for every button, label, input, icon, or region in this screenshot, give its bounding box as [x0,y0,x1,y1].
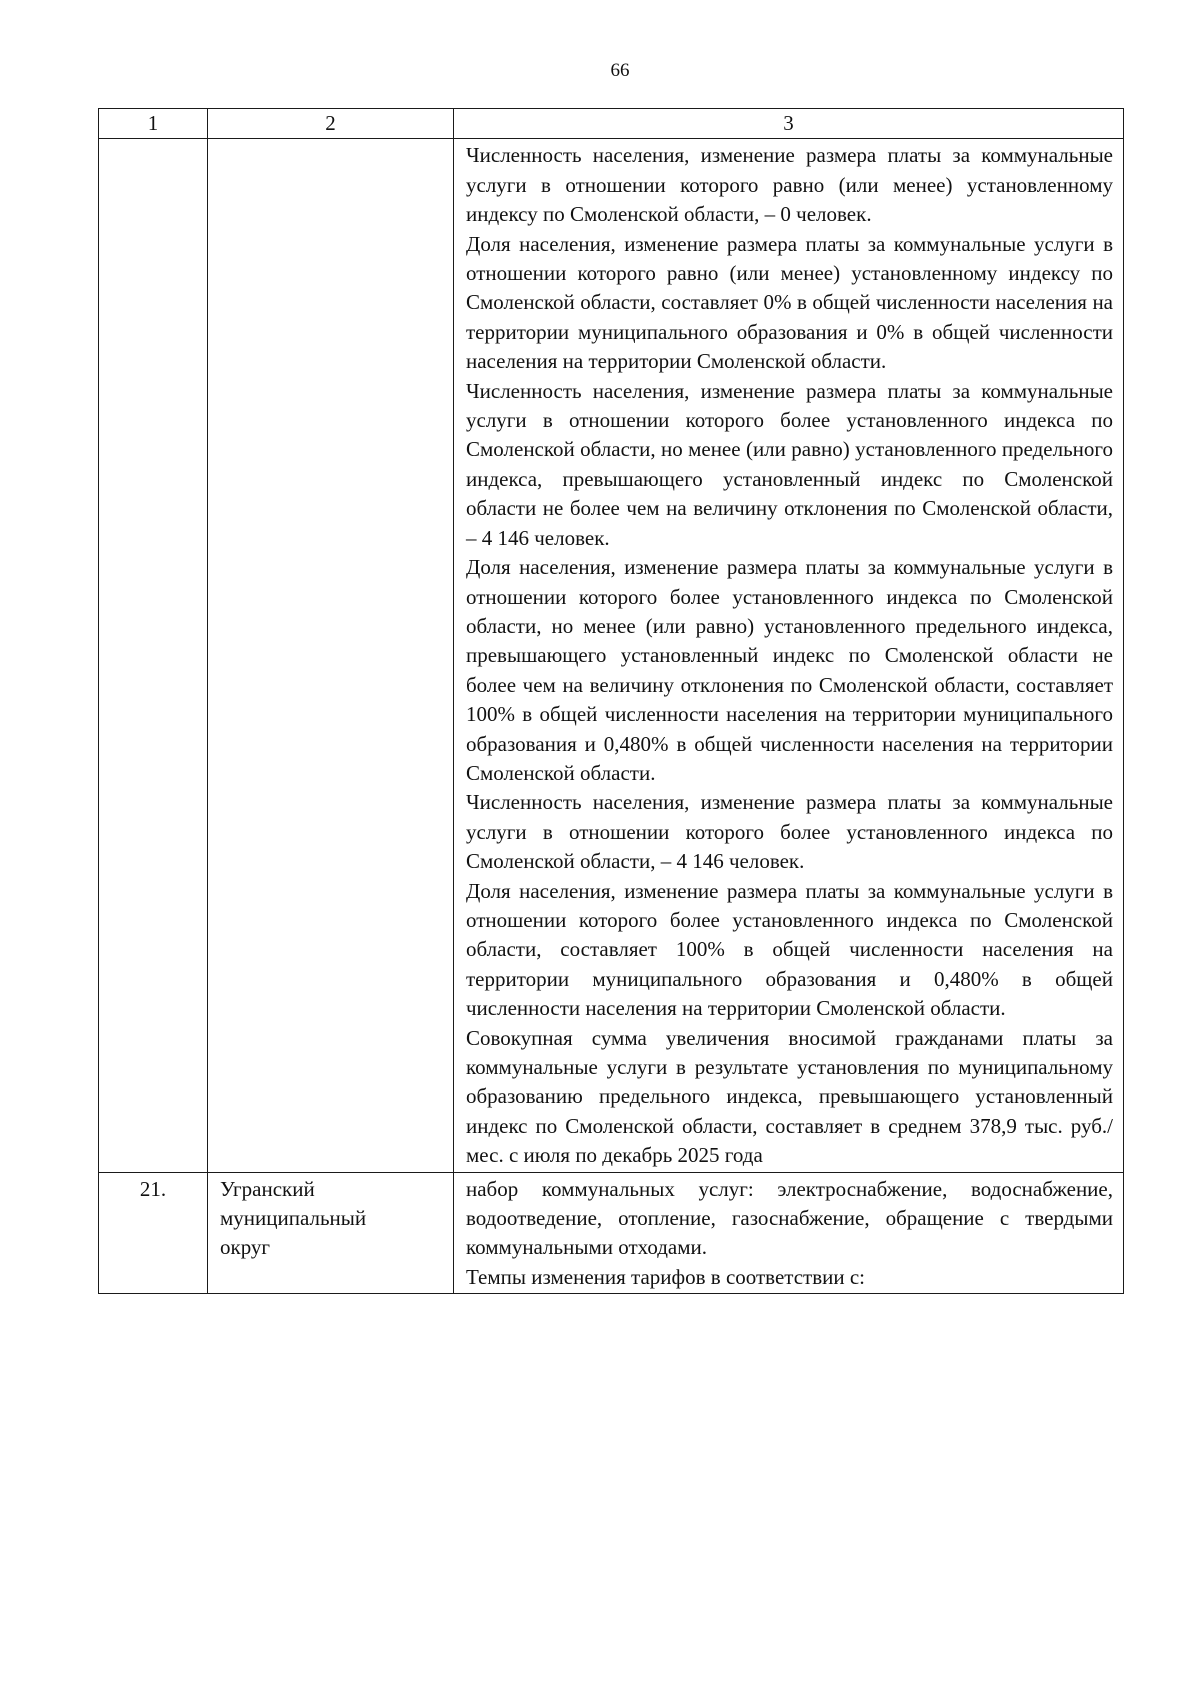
table-row [99,1172,1124,1294]
municipality-name-cell [208,1172,454,1294]
table-row [99,139,1124,1172]
description-cell [454,139,1124,1172]
description-cell [454,1172,1124,1294]
column-header-1: 1 [99,109,208,139]
paragraph: Численность населения, изменение размера платы за коммунальные услуги в отношении которого более установленного индекса по Смоленской области, но менее (или равно) установленного предельного индекса, превышающего установленный индекс по Смоленской области не более чем на величину отклонения по Смоленской области, – 4 146 человек. [466,378,1113,550]
column-header-3: 3 [454,109,1124,139]
municipality-name-line: Угранский [220,1176,315,1201]
paragraph: Доля населения, изменение размера платы за коммунальные услуги в отношении которого более установленного индекса по Смоленской области, но менее (или равно) установленного предельного индекса, превышающего установленный индекс по Смоленской области не более чем на величину отклонения по Смоленской области, составляет 100% в общей численности населения на территории муниципального образования и 0,480% в общей численности населения на территории Смоленской области. [466,555,1113,785]
paragraph: Доля населения, изменение размера платы за коммунальные услуги в отношении которого равно (или менее) установленному индексу по Смоленской области, составляет 0% в общей численности населения на территории муниципального образования и 0% в общей численности населения на территории Смоленской области. [466,231,1113,374]
paragraph: Совокупная сумма увеличения вносимой гражданами платы за коммунальные услуги в результате установления по муниципальному образованию предельного индекса, превышающего установленный индекс по Смоленской области, составляет в среднем 378,9 тыс. руб./мес. с июля по декабрь 2025 года [466,1025,1113,1168]
row-number-cell [99,139,208,1172]
paragraph: Доля населения, изменение размера платы за коммунальные услуги в отношении которого более установленного индекса по Смоленской области, составляет 100% в общей численности населения на территории муниципального образования и 0,480% в общей численности населения на территории Смоленской области. [466,878,1113,1021]
paragraph: Численность населения, изменение размера платы за коммунальные услуги в отношении которого более установленного индекса по Смоленской области, – 4 146 человек. [466,790,1113,874]
paragraph: набор коммунальных услуг: электроснабжение, водоснабжение, водоотведение, отопление, газоснабжение, обращение с твердыми коммунальными отходами. [466,1176,1113,1260]
paragraph: Численность населения, изменение размера платы за коммунальные услуги в отношении которого равно (или менее) установленному индексу по Смоленской области, – 0 человек. [466,143,1113,227]
municipality-name-cell [208,139,454,1172]
table-header-row [99,109,1124,139]
municipality-name-line: муниципальный [220,1206,367,1231]
municipality-name-line: округ [220,1235,271,1260]
column-header-2: 2 [208,109,454,139]
row-number-cell: 21. [99,1172,208,1294]
paragraph: Темпы изменения тарифов в соответствии с: [466,1264,866,1289]
page-number: 66 [610,60,630,81]
data-table [98,108,1124,1294]
